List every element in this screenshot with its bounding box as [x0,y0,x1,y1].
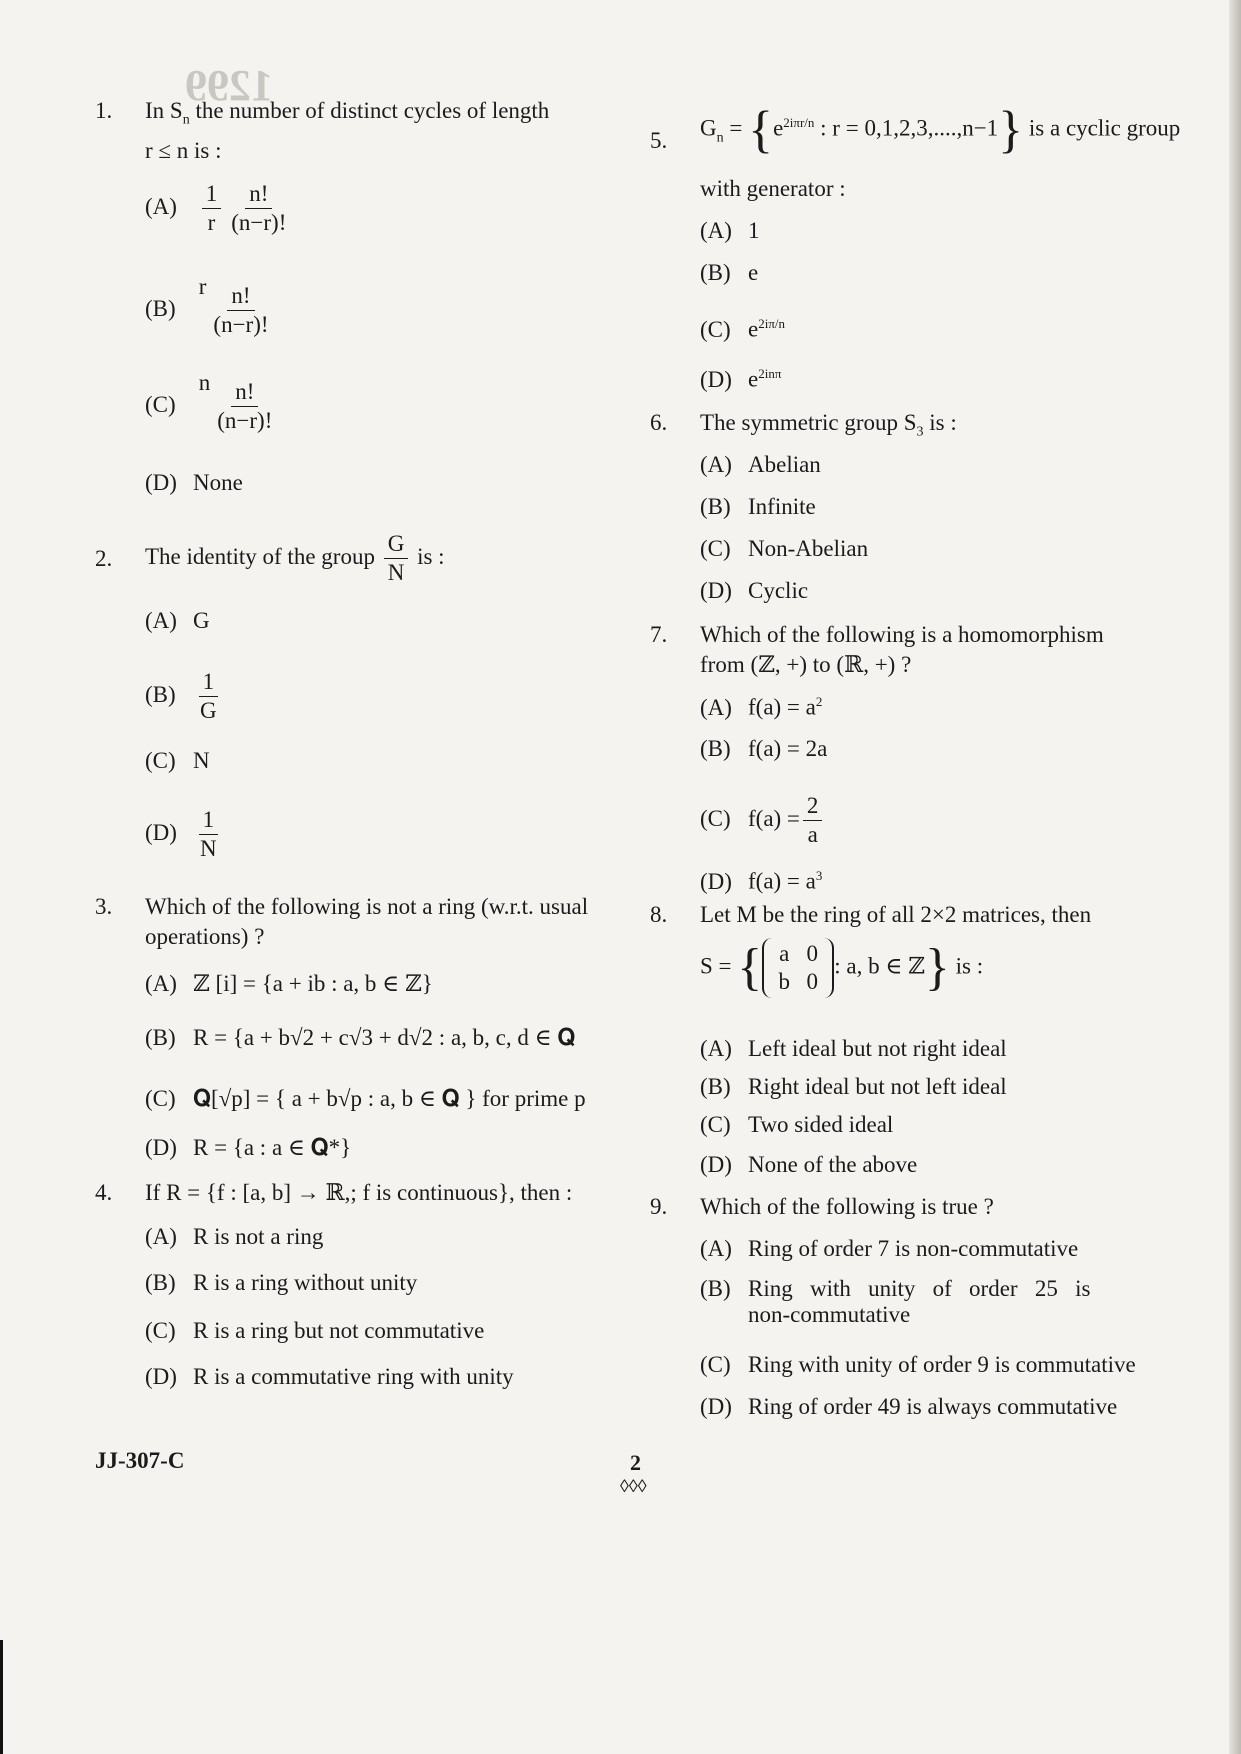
option-b[interactable]: (B) f(a) = 2a [700,736,828,761]
option-c[interactable]: (C) N [145,748,210,773]
option-a[interactable]: (A) Left ideal but not right ideal [700,1036,1007,1061]
option-c[interactable]: (C) Non-Abelian [700,536,869,561]
question-stem: The symmetric group $S_3$ is : [700,410,957,440]
option-c[interactable]: (C) $e^{2i\pi/n}$ [700,316,786,342]
question-set: S = { a 0 b 0 : a, b ∈ ℤ} is : [700,939,984,996]
question-stem: $G_n = \{e^{2i\pi r/n}$ : r = 0,1,2,3,....,n−1} is a cyclic group [700,101,1181,159]
option-d[interactable]: (D) $e^{2in\pi}$ [700,366,782,392]
header-stamp: 1299 [185,61,273,110]
option-a[interactable]: (A) R is not a ring [145,1224,324,1249]
option-c[interactable]: (C) Two sided ideal [700,1112,894,1137]
page-number: 2 [630,1450,641,1475]
option-b[interactable]: (B) R is a ring without unity [145,1270,418,1295]
question-stem: Let M be the ring of all 2×2 matrices, then [700,902,1092,927]
option-b[interactable]: (B) Ring with unity of order 25 is non-commutative [700,1276,1091,1327]
option-a[interactable]: (A) 1 [700,218,760,243]
question-stem: The identity of the group $\frac{G}{N}$ is : [145,531,445,585]
question-number: 8. [650,902,668,927]
page-edge [1229,0,1241,1754]
option-c[interactable]: (C) R is a ring but not commutative [145,1318,485,1343]
question-number: 5. [650,128,668,153]
option-b[interactable]: (B) Right ideal but not left ideal [700,1074,1007,1099]
option-b[interactable]: (B) $\frac{1}{G}$ [145,669,217,723]
option-d[interactable]: (D) $f(a) = a^3$ [700,868,823,894]
question-stem: Which of the following is true ? [700,1194,994,1219]
option-d[interactable]: (D) $\frac{1}{N}$ [145,807,217,861]
question-number: 3. [95,894,113,919]
question-stem: Which of the following is a homomorphism from (ℤ, +) to (ℝ, +) ? [700,622,1104,677]
option-d[interactable]: (D) None of the above [700,1152,918,1177]
option-d[interactable]: (D) R is a commutative ring with unity [145,1364,514,1389]
option-c[interactable]: (C) 𝐐[√p] = { a + b√p : a, b ∈ 𝐐 } for prime p [145,1086,586,1111]
option-d[interactable]: (D) None [145,470,243,495]
question-stem: In $S_n$ the number of distinct cycles of length r ≤ n is : [145,98,550,163]
question-stem: Which of the following is not a ring (w.r.t. usual operations) ? [145,894,589,949]
option-a[interactable]: (A) Ring of order 7 is non-commutative [700,1236,1079,1261]
option-d[interactable]: (D) Cyclic [700,578,809,603]
option-a[interactable]: (A) ℤ [i] = {a + ib : a, b ∈ ℤ} [145,971,433,996]
option-a[interactable]: (A) $f(a) = a^2$ [700,694,823,720]
option-a[interactable]: (A) Abelian [700,452,821,477]
question-number: 7. [650,622,668,647]
option-c[interactable]: (C) Ring with unity of order 9 is commutative [700,1352,1136,1377]
question-stem-line2: with generator : [700,176,846,201]
option-d[interactable]: (D) Ring of order 49 is always commutative [700,1394,1118,1419]
question-number: 1. [95,98,113,123]
option-b[interactable]: (B) r $\frac{n!}{(n-r)!}$ [145,274,269,337]
scan-mark [0,1640,3,1754]
matrix: a 0 b 0 [762,938,834,998]
end-mark: ◊◊◊ [620,1476,647,1496]
question-number: 6. [650,410,668,435]
question-number: 4. [95,1180,113,1205]
option-b[interactable]: (B) R = {a + b√2 + c√3 + d√2 : a, b, c, d ∈ 𝐐 [145,1025,576,1050]
question-stem: If R = {f : [a, b] → ℝ,; f is continuous}, then : [145,1180,573,1205]
option-a[interactable]: (A) $\frac{1}{r}$ $\frac{n!}{(n-r)!}$ [145,181,287,235]
question-number: 2. [95,546,113,571]
option-d[interactable]: (D) R = {a : a ∈ 𝐐*} [145,1135,352,1160]
option-b[interactable]: (B) Infinite [700,494,816,519]
option-c[interactable]: (C) n $\frac{n!}{(n-r)!}$ [145,370,273,433]
paper-code: JJ-307-C [95,1448,185,1473]
option-a[interactable]: (A) G [145,608,210,633]
option-c[interactable]: (C) f(a) = $\frac{2}{a}$ [700,792,825,849]
question-number: 9. [650,1194,668,1219]
option-b[interactable]: (B) e [700,260,759,285]
